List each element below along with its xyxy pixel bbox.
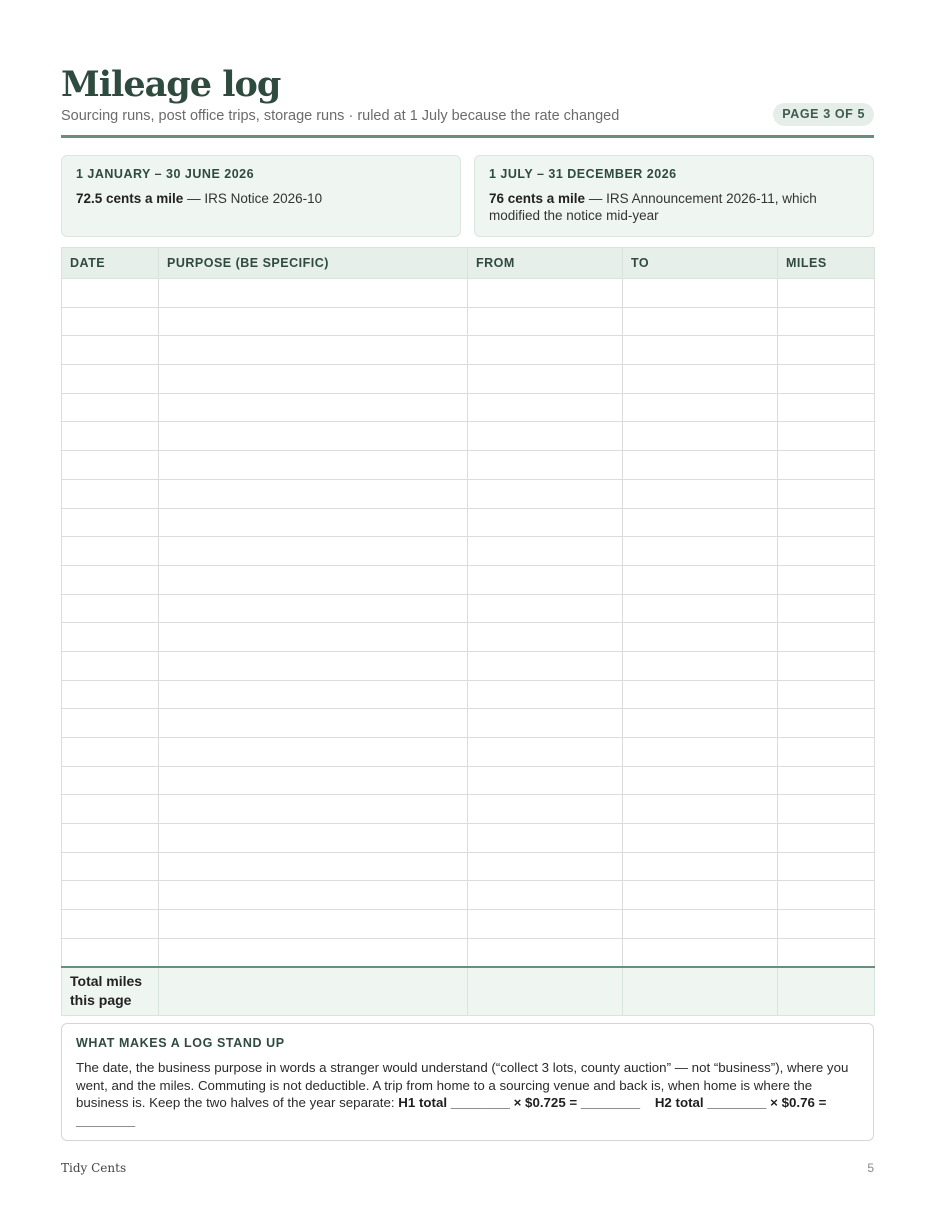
log-entry-row: [62, 623, 875, 652]
log-cell-date[interactable]: [62, 680, 159, 709]
log-cell-to[interactable]: [623, 881, 778, 910]
log-cell-purpose[interactable]: [159, 565, 468, 594]
log-cell-miles[interactable]: [778, 594, 875, 623]
log-cell-from[interactable]: [468, 336, 623, 365]
log-entry-row: [62, 824, 875, 853]
page-title: Mileage log: [61, 64, 281, 105]
log-cell-from[interactable]: [468, 766, 623, 795]
log-cell-miles[interactable]: [778, 451, 875, 480]
log-cell-from[interactable]: [468, 479, 623, 508]
log-cell-date[interactable]: [62, 795, 159, 824]
log-cell-from[interactable]: [468, 910, 623, 939]
column-header-purpose: PURPOSE (BE SPECIFIC): [159, 248, 468, 279]
log-cell-purpose[interactable]: [159, 422, 468, 451]
log-cell-to[interactable]: [623, 680, 778, 709]
log-cell-to[interactable]: [623, 336, 778, 365]
rate-value: 72.5 cents a mile: [76, 191, 184, 206]
log-cell-date[interactable]: [62, 279, 159, 308]
log-entry-row: [62, 393, 875, 422]
log-cell-miles[interactable]: [778, 422, 875, 451]
log-cell-from[interactable]: [468, 508, 623, 537]
mileage-log-table: [61, 247, 875, 1016]
log-cell-from[interactable]: [468, 307, 623, 336]
log-cell-to[interactable]: [623, 910, 778, 939]
log-cell-miles[interactable]: [778, 479, 875, 508]
log-cell-date[interactable]: [62, 623, 159, 652]
log-cell-from[interactable]: [468, 365, 623, 394]
log-cell-to[interactable]: [623, 508, 778, 537]
log-cell-purpose[interactable]: [159, 709, 468, 738]
log-tips-box: [61, 1023, 874, 1141]
footer-page-number: 5: [867, 1161, 874, 1175]
log-cell-miles[interactable]: [778, 307, 875, 336]
log-entry-row: [62, 938, 875, 967]
table-body: [62, 279, 875, 968]
log-cell-to[interactable]: [623, 738, 778, 767]
log-cell-from[interactable]: [468, 881, 623, 910]
log-cell-date[interactable]: [62, 565, 159, 594]
log-cell-from[interactable]: [468, 680, 623, 709]
log-cell-to[interactable]: [623, 307, 778, 336]
log-cell-purpose[interactable]: [159, 508, 468, 537]
log-cell-miles[interactable]: [778, 852, 875, 881]
rate-box-first-half: [61, 155, 461, 237]
log-cell-from[interactable]: [468, 422, 623, 451]
log-cell-to[interactable]: [623, 651, 778, 680]
tips-formula-h2: H2 total ________ × $0.76 = ________: [76, 1095, 827, 1129]
log-cell-purpose[interactable]: [159, 738, 468, 767]
log-cell-miles[interactable]: [778, 336, 875, 365]
log-entry-row: [62, 279, 875, 308]
log-cell-miles[interactable]: [778, 508, 875, 537]
log-cell-miles[interactable]: [778, 537, 875, 566]
rate-box-second-half: [474, 155, 874, 237]
log-cell-date[interactable]: [62, 479, 159, 508]
log-cell-to[interactable]: [623, 709, 778, 738]
log-cell-to[interactable]: [623, 938, 778, 967]
log-entry-row: [62, 565, 875, 594]
log-cell-from[interactable]: [468, 279, 623, 308]
tips-heading: WHAT MAKES A LOG STAND UP: [76, 1036, 285, 1050]
log-cell-date[interactable]: [62, 881, 159, 910]
log-cell-purpose[interactable]: [159, 651, 468, 680]
log-entry-row: [62, 680, 875, 709]
log-cell-from[interactable]: [468, 451, 623, 480]
column-header-date: DATE: [62, 248, 159, 279]
log-cell-miles[interactable]: [778, 709, 875, 738]
log-cell-miles[interactable]: [778, 680, 875, 709]
log-cell-miles[interactable]: [778, 824, 875, 853]
log-cell-date[interactable]: [62, 738, 159, 767]
rate-description: [76, 190, 446, 207]
log-cell-date[interactable]: [62, 307, 159, 336]
log-entry-row: [62, 336, 875, 365]
log-cell-to[interactable]: [623, 422, 778, 451]
log-entry-row: [62, 910, 875, 939]
log-cell-from[interactable]: [468, 537, 623, 566]
log-cell-miles[interactable]: [778, 623, 875, 652]
log-cell-from[interactable]: [468, 623, 623, 652]
log-cell-to[interactable]: [623, 795, 778, 824]
log-cell-date[interactable]: [62, 938, 159, 967]
log-entry-row: [62, 852, 875, 881]
log-cell-date[interactable]: [62, 508, 159, 537]
log-cell-from[interactable]: [468, 565, 623, 594]
log-entry-row: [62, 422, 875, 451]
log-cell-purpose[interactable]: [159, 623, 468, 652]
header-divider: [61, 135, 874, 138]
log-cell-purpose[interactable]: [159, 766, 468, 795]
column-header-from: FROM: [468, 248, 623, 279]
log-cell-from[interactable]: [468, 824, 623, 853]
log-entry-row: [62, 365, 875, 394]
log-cell-miles[interactable]: [778, 365, 875, 394]
log-cell-date[interactable]: [62, 766, 159, 795]
footer-brand: Tidy Cents: [61, 1161, 127, 1175]
tips-text: [76, 1059, 859, 1130]
log-cell-purpose[interactable]: [159, 537, 468, 566]
column-header-to: TO: [623, 248, 778, 279]
log-cell-date[interactable]: [62, 709, 159, 738]
log-cell-to[interactable]: [623, 766, 778, 795]
log-entry-row: [62, 881, 875, 910]
log-cell-miles[interactable]: [778, 393, 875, 422]
log-cell-date[interactable]: [62, 451, 159, 480]
log-cell-purpose[interactable]: [159, 393, 468, 422]
log-cell-purpose[interactable]: [159, 307, 468, 336]
log-cell-date[interactable]: [62, 393, 159, 422]
log-cell-miles[interactable]: [778, 910, 875, 939]
total-miles-value[interactable]: [778, 967, 875, 1015]
log-cell-purpose[interactable]: [159, 938, 468, 967]
total-cell-purpose: [159, 967, 468, 1015]
log-cell-miles[interactable]: [778, 795, 875, 824]
log-cell-miles[interactable]: [778, 738, 875, 767]
log-cell-date[interactable]: [62, 365, 159, 394]
log-entry-row: [62, 651, 875, 680]
rate-value: 76 cents a mile: [489, 191, 586, 206]
table-header-row: [62, 248, 875, 279]
log-entry-row: [62, 451, 875, 480]
log-entry-row: [62, 307, 875, 336]
log-cell-to[interactable]: [623, 393, 778, 422]
rate-source: — IRS Notice 2026-10: [187, 191, 323, 206]
log-entry-row: [62, 738, 875, 767]
log-cell-from[interactable]: [468, 938, 623, 967]
log-cell-to[interactable]: [623, 537, 778, 566]
log-entry-row: [62, 479, 875, 508]
log-cell-from[interactable]: [468, 852, 623, 881]
log-cell-date[interactable]: [62, 594, 159, 623]
rate-source: — IRS Announcement 2026-11, which modified the notice mid-year: [489, 191, 817, 223]
log-cell-purpose[interactable]: [159, 479, 468, 508]
log-cell-miles[interactable]: [778, 651, 875, 680]
page-count-badge: PAGE 3 OF 5: [773, 103, 874, 126]
tips-body-text: The date, the business purpose in words a stranger would understand (“collect 3 lots, county auction” — not “business”), where you went, and the miles. Commuting is not deductible. A trip from home to a sourcing venue and back is, when home is where the business is. Keep the two halves of the year separate:: [76, 1060, 849, 1111]
log-cell-purpose[interactable]: [159, 852, 468, 881]
log-entry-row: [62, 508, 875, 537]
log-cell-to[interactable]: [623, 852, 778, 881]
log-cell-from[interactable]: [468, 393, 623, 422]
log-entry-row: [62, 795, 875, 824]
log-cell-from[interactable]: [468, 795, 623, 824]
log-cell-miles[interactable]: [778, 766, 875, 795]
total-cell-from: [468, 967, 623, 1015]
log-entry-row: [62, 766, 875, 795]
log-cell-to[interactable]: [623, 623, 778, 652]
log-cell-from[interactable]: [468, 651, 623, 680]
log-cell-to[interactable]: [623, 824, 778, 853]
log-cell-from[interactable]: [468, 594, 623, 623]
log-cell-from[interactable]: [468, 738, 623, 767]
rate-description: [489, 190, 859, 224]
tips-formula-h1: H1 total ________ × $0.725 = ________: [398, 1095, 641, 1111]
log-cell-purpose[interactable]: [159, 594, 468, 623]
log-cell-date[interactable]: [62, 422, 159, 451]
total-cell-to: [623, 967, 778, 1015]
log-cell-from[interactable]: [468, 709, 623, 738]
log-cell-purpose[interactable]: [159, 881, 468, 910]
log-cell-date[interactable]: [62, 910, 159, 939]
log-cell-date[interactable]: [62, 537, 159, 566]
log-cell-purpose[interactable]: [159, 680, 468, 709]
log-entry-row: [62, 709, 875, 738]
rate-period: 1 JANUARY – 30 JUNE 2026: [76, 167, 255, 181]
log-cell-purpose[interactable]: [159, 451, 468, 480]
log-entry-row: [62, 594, 875, 623]
log-cell-to[interactable]: [623, 279, 778, 308]
log-cell-miles[interactable]: [778, 279, 875, 308]
log-cell-miles[interactable]: [778, 881, 875, 910]
log-cell-to[interactable]: [623, 479, 778, 508]
log-cell-date[interactable]: [62, 336, 159, 365]
log-cell-date[interactable]: [62, 852, 159, 881]
log-cell-date[interactable]: [62, 651, 159, 680]
log-cell-to[interactable]: [623, 451, 778, 480]
log-entry-row: [62, 537, 875, 566]
column-header-miles: MILES: [778, 248, 875, 279]
log-cell-purpose[interactable]: [159, 795, 468, 824]
log-cell-date[interactable]: [62, 824, 159, 853]
log-cell-purpose[interactable]: [159, 910, 468, 939]
log-cell-purpose[interactable]: [159, 365, 468, 394]
log-cell-miles[interactable]: [778, 938, 875, 967]
log-cell-purpose[interactable]: [159, 279, 468, 308]
total-row: [62, 967, 875, 1015]
total-miles-label: Total miles this page: [62, 967, 159, 1015]
page-subtitle: Sourcing runs, post office trips, storage runs · ruled at 1 July because the rate changed: [61, 108, 620, 124]
log-cell-to[interactable]: [623, 565, 778, 594]
log-cell-miles[interactable]: [778, 565, 875, 594]
log-cell-purpose[interactable]: [159, 336, 468, 365]
rate-period: 1 JULY – 31 DECEMBER 2026: [489, 167, 677, 181]
log-cell-to[interactable]: [623, 365, 778, 394]
log-cell-purpose[interactable]: [159, 824, 468, 853]
log-cell-to[interactable]: [623, 594, 778, 623]
